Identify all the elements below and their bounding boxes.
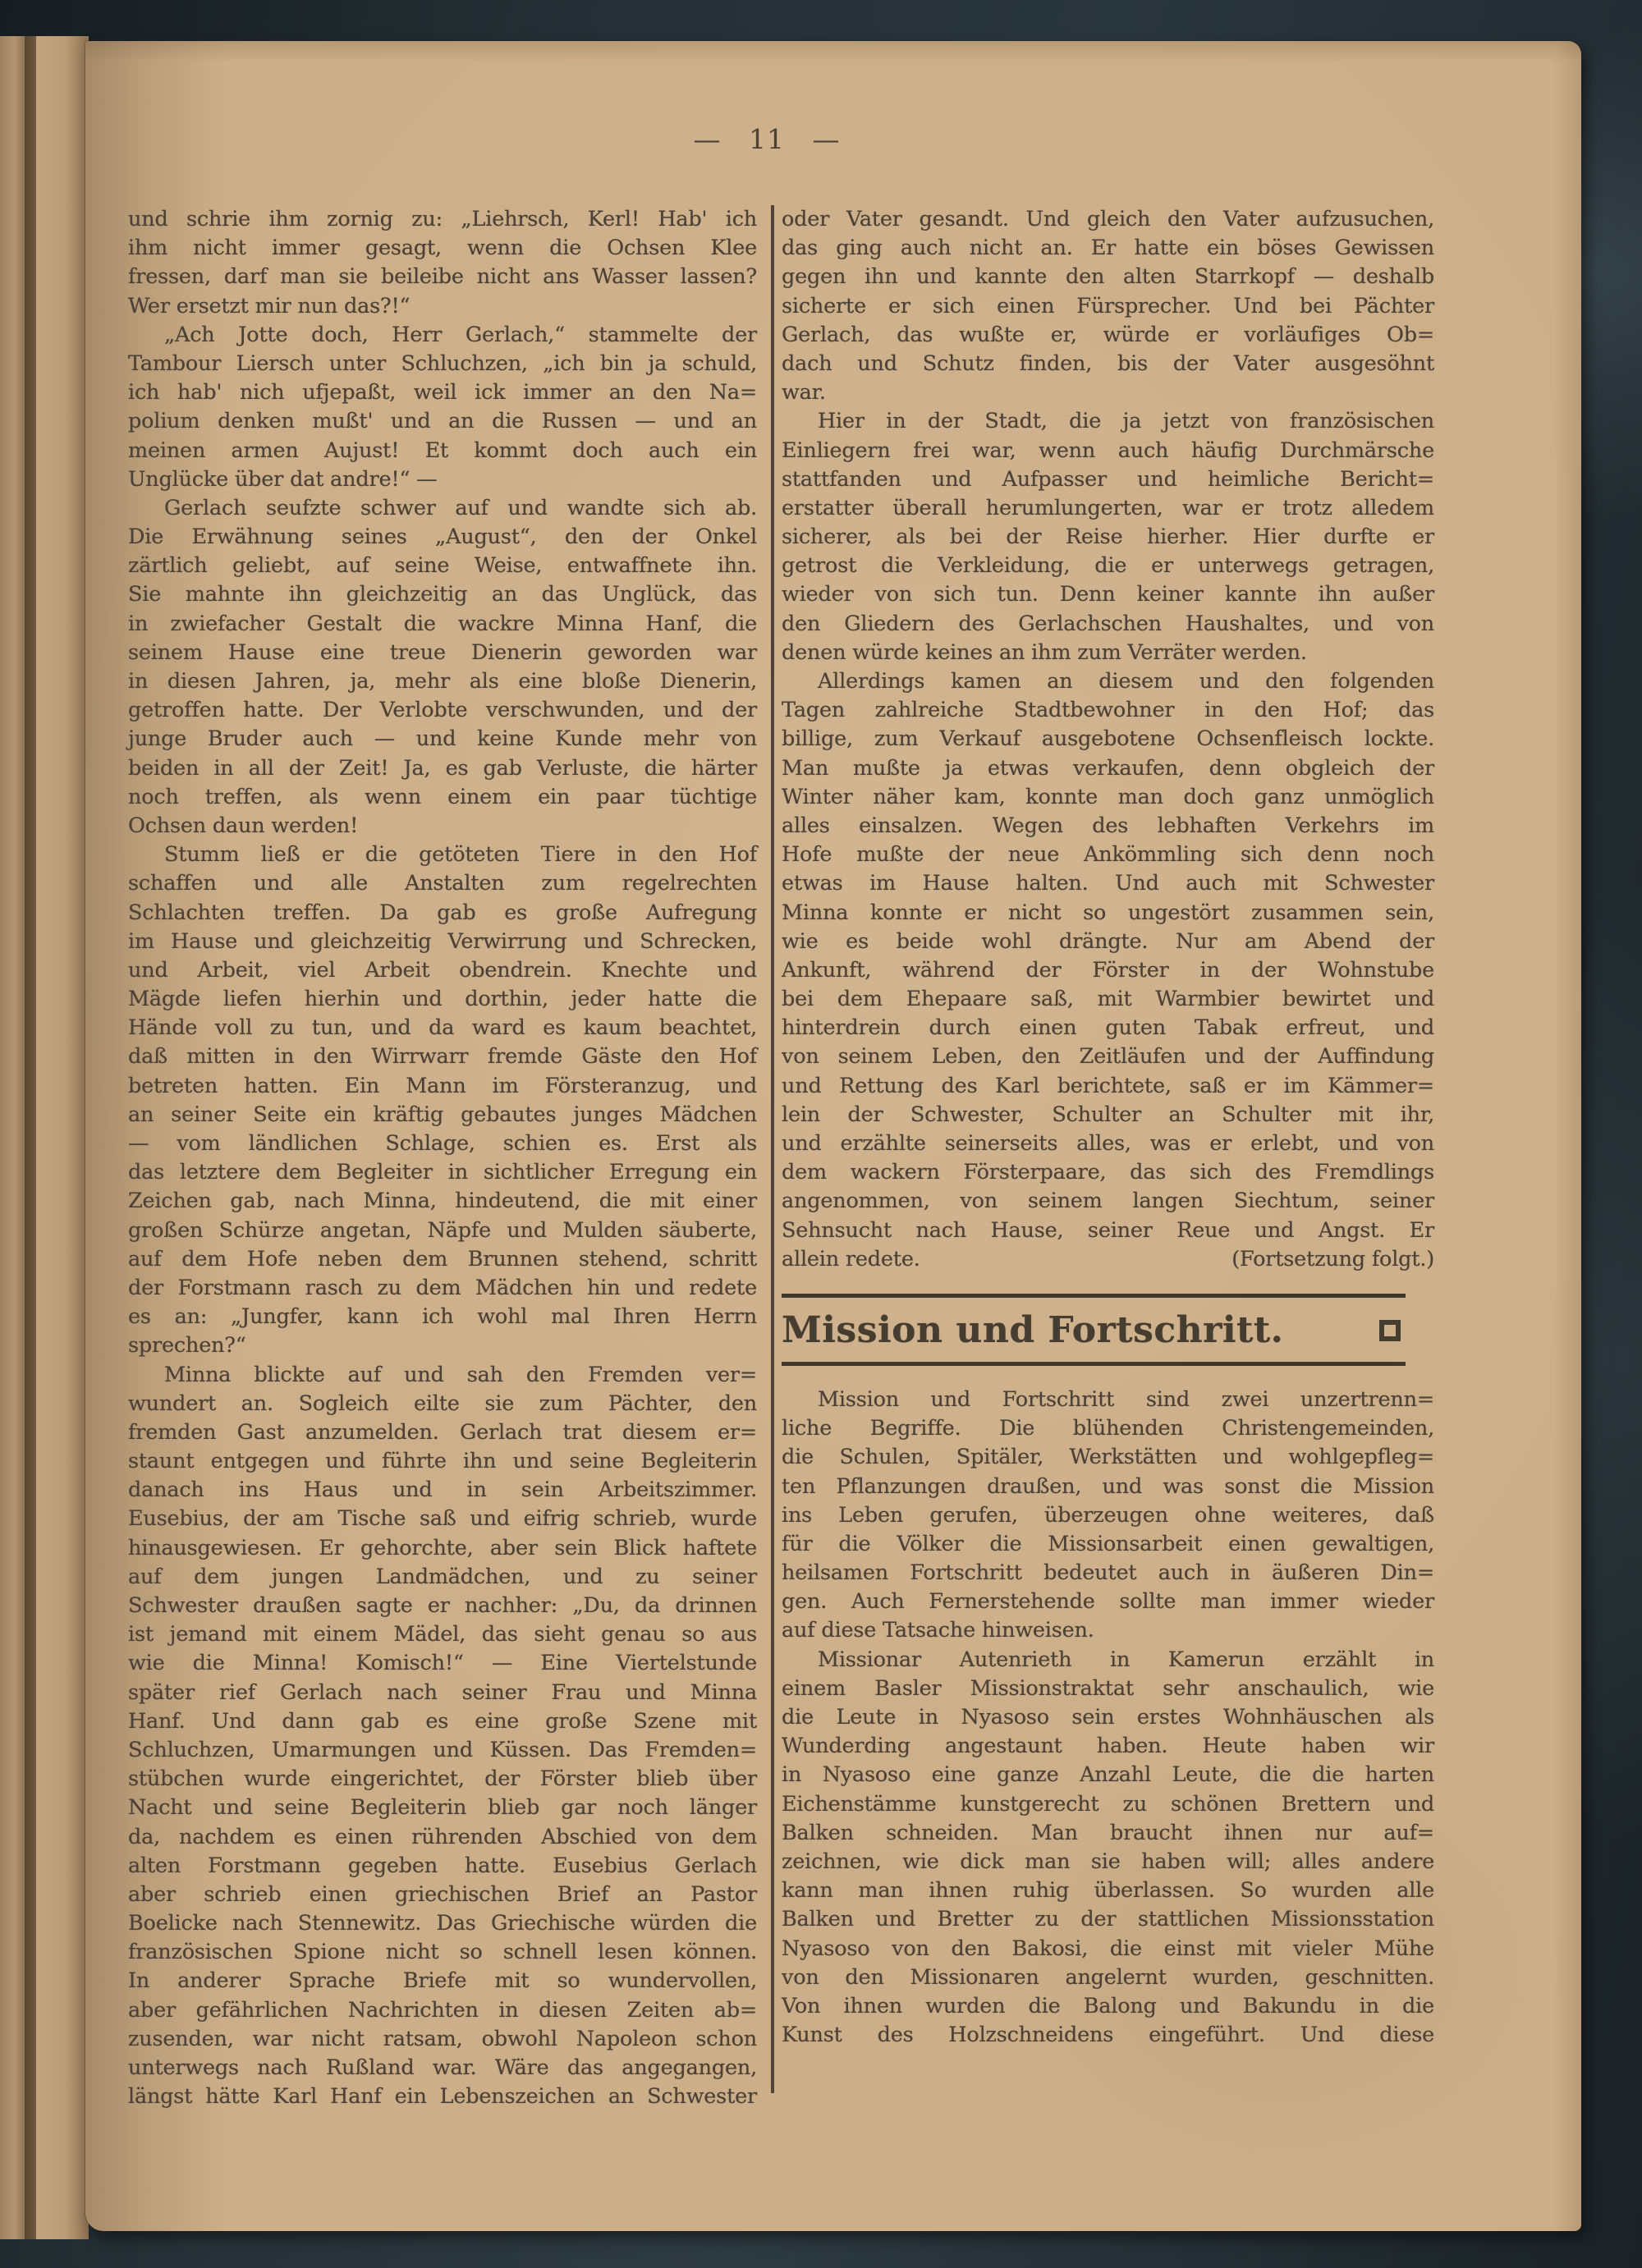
text-line: oder Vater gesandt. Und gleich den Vater aufzusuchen, — [782, 207, 1434, 231]
text-line: angenommen, von seinem langen Siechtum, seiner — [782, 1189, 1434, 1214]
text-line: fressen, darf man sie beileibe nicht ans Wasser lassen? — [128, 264, 757, 290]
text-line: staunt entgegen und führte ihn und seine Begleiterin — [128, 1449, 757, 1474]
text-line: Man mußte ja etwas verkaufen, denn obgleich der — [782, 755, 1434, 781]
text-line: Schlachten treffen. Da gab es große Aufregung — [128, 900, 757, 925]
text-line: Kunst des Holzschneidens eingeführt. Und diese — [782, 2023, 1434, 2048]
text-line: ihm nicht immer gesagt, wenn die Ochsen Klee — [128, 236, 757, 261]
text-line: von seinem Leben, den Zeitläufen und der Auffindung — [782, 1044, 1434, 1070]
text-line: später rief Gerlach nach seiner Frau und Minna — [128, 1679, 757, 1705]
text-line: zusenden, war nicht ratsam, obwohl Napoleon schon — [128, 2026, 757, 2051]
text-line: Minna konnte er nicht so ungestört zusammen sein, — [782, 900, 1434, 925]
right-text-column — [782, 205, 1434, 2050]
left-text-column — [128, 205, 757, 2111]
text-line: sprechen?“ — [128, 1333, 246, 1359]
text-line: liche Begriffe. Die blühenden Christengemeinden, — [782, 1416, 1434, 1441]
text-line: Hanf. Und dann gab es eine große Szene mit — [128, 1708, 757, 1734]
text-line: aber schrieb einen griechischen Brief an Pastor — [128, 1881, 757, 1907]
text-line: einem Basler Missionstraktat sehr anschaulich, wie — [782, 1675, 1434, 1701]
text-line: seinem Hause eine treue Dienerin geworden war — [128, 639, 757, 665]
text-line: Allerdings kamen an diesem und den folgenden — [818, 669, 1434, 694]
text-line: ist jemand mit einem Mädel, das sieht genau so aus — [128, 1622, 757, 1647]
text-line: Gerlach seufzte schwer auf und wandte sich ab. — [164, 495, 757, 520]
text-line: Mägde liefen hierhin und dorthin, jeder hatte die — [128, 987, 757, 1012]
text-line: gegen ihn und kannte den alten Starrkopf — deshalb — [782, 264, 1434, 290]
text-line: längst hätte Karl Hanf ein Lebenszeichen an Schwester — [128, 2084, 757, 2110]
text-line: schaffen und alle Anstalten zum regelrechten — [128, 871, 757, 896]
mission-article-text — [782, 1386, 1434, 2050]
text-line: den Gliedern des Gerlachschen Haushaltes, und von — [782, 611, 1434, 636]
closing-text: allein redete. — [782, 1246, 920, 1271]
text-line: heilsamen Fortschritt bedeutet auch in äußeren Din= — [782, 1560, 1434, 1586]
text-line: Balken und Bretter zu der stattlichen Missionsstation — [782, 1907, 1434, 1932]
text-line: fremden Gast anzumelden. Gerlach trat diesem er= — [128, 1419, 757, 1445]
text-line: Stumm ließ er die getöteten Tiere in den Hof — [164, 842, 757, 868]
text-line: meinen armen Aujust! Et kommt doch auch ein — [128, 438, 757, 463]
text-line: denen würde keines an ihm zum Verräter werden. — [782, 639, 1307, 665]
text-line: Hofe mußte der neue Ankömmling sich denn noch — [782, 842, 1434, 868]
text-line: ins Leben gerufen, überzeugen ohne weiteres, daß — [782, 1502, 1434, 1528]
text-line: Schluchzen, Umarmungen und Küssen. Das Fremden= — [128, 1737, 757, 1762]
text-line: Einliegern frei war, wenn auch häufig Durchmärsche — [782, 438, 1434, 463]
text-line: junge Bruder auch — und keine Kunde mehr von — [128, 726, 757, 752]
text-line: für die Völker die Missionsarbeit einen gewaltigen, — [782, 1531, 1434, 1556]
text-line: auf dem Hofe neben dem Brunnen stehend, schritt — [128, 1246, 757, 1271]
text-line: Hände voll zu tun, und da ward es kaum beachtet, — [128, 1015, 757, 1041]
text-line: und Arbeit, viel Arbeit obendrein. Knechte und — [128, 957, 757, 983]
text-line: Tagen zahlreiche Stadtbewohner in den Hof; das — [782, 698, 1434, 723]
text-line: In anderer Sprache Briefe mit so wundervollen, — [128, 1968, 757, 1994]
text-line: dach und Schutz finden, bis der Vater ausgesöhnt — [782, 351, 1434, 376]
text-line: betreten hatten. Ein Mann im Försteranzug, und — [128, 1073, 757, 1098]
text-line: unterwegs nach Rußland war. Wäre das angegangen, — [128, 2055, 757, 2080]
text-line: Winter näher kam, konnte man doch ganz unmöglich — [782, 784, 1434, 809]
text-line: wieder von sich tun. Denn keiner kannte ihn außer — [782, 582, 1434, 607]
text-line: getroffen hatte. Der Verlobte verschwunden, und der — [128, 698, 757, 723]
text-line: Von ihnen wurden die Balong und Bakundu in die — [782, 1993, 1434, 2018]
text-line: gen. Auch Fernerstehende sollte man immer wieder — [782, 1589, 1434, 1615]
text-line: noch treffen, als wenn einem ein paar tüchtige — [128, 784, 757, 809]
text-line: in Nyasoso eine ganze Anzahl Leute, die die harten — [782, 1762, 1434, 1788]
column-divider-rule — [771, 205, 774, 2093]
text-line: Schwester draußen sagte er nachher: „Du, da drinnen — [128, 1593, 757, 1618]
page-number: — 11 — — [693, 123, 841, 155]
text-line: sicherer, als bei der Reise hierher. Hier durfte er — [782, 525, 1434, 550]
text-line: etwas im Hause halten. Und auch mit Schwester — [782, 871, 1434, 896]
text-line: stübchen wurde eingerichtet, der Förster blieb über — [128, 1766, 757, 1792]
section-heading-block — [782, 1294, 1406, 1366]
text-line: Wer ersetzt mir nun das?!“ — [128, 293, 410, 318]
text-line: da, nachdem es einen rührenden Abschied von dem — [128, 1824, 757, 1849]
text-line: Ochsen daun werden! — [128, 813, 359, 838]
page-edge-shadow — [25, 36, 36, 2239]
text-line: der Forstmann rasch zu dem Mädchen hin und redete — [128, 1275, 757, 1300]
text-line: es an: „Jungfer, kann ich wohl mal Ihren Herrn — [128, 1304, 757, 1330]
text-line: lein der Schwester, Schulter an Schulter mit ihr, — [782, 1102, 1434, 1127]
text-line: Gerlach, das wußte er, würde er vorläufiges Ob= — [782, 322, 1434, 347]
text-line: auf diese Tatsache hinweisen. — [782, 1618, 1094, 1643]
text-line: in zwiefacher Gestalt die wackre Minna Hanf, die — [128, 611, 757, 636]
text-line: Unglücke über dat andre!“ — — [128, 466, 438, 492]
text-line: im Hause und gleichzeitig Verwirrung und Schrecken, — [128, 928, 757, 954]
text-line: polium denken mußt' und an die Russen — und an — [128, 409, 757, 434]
heading-bottom-rule — [782, 1362, 1406, 1366]
text-line: Hier in der Stadt, die ja jetzt von französischen — [818, 409, 1434, 434]
paragraph-closing-line — [782, 1245, 1434, 1274]
text-line: an seiner Seite ein kräftig gebautes junges Mädchen — [128, 1102, 757, 1127]
text-line: aber gefährlichen Nachrichten in diesen Zeiten ab= — [128, 1997, 757, 2023]
text-line: billige, zum Verkauf ausgebotene Ochsenfleisch lockte. — [782, 726, 1434, 752]
text-line: wie es beide wohl drängte. Nur am Abend der — [782, 928, 1434, 954]
text-line: das ging auch nicht an. Er hatte ein böses Gewissen — [782, 236, 1434, 261]
text-line: und schrie ihm zornig zu: „Liehrsch, Kerl! Hab' ich — [128, 207, 757, 231]
text-line: die Schulen, Spitäler, Werkstätten und wohlgepfleg= — [782, 1445, 1434, 1470]
text-line: zärtlich geliebt, auf seine Weise, entwaffnete ihn. — [128, 553, 757, 579]
text-line: Zeichen gab, nach Minna, hindeutend, die mit einer — [128, 1189, 757, 1214]
text-line: Ankunft, während der Förster in der Wohnstube — [782, 957, 1434, 983]
heading-row — [782, 1298, 1406, 1362]
text-line: Eusebius, der am Tische saß und eifrig schrieb, wurde — [128, 1506, 757, 1532]
text-line: das letztere dem Begleiter in sichtlicher Erregung ein — [128, 1160, 757, 1185]
text-line: beiden in all der Zeit! Ja, es gab Verluste, die härter — [128, 755, 757, 781]
text-line: alten Forstmann gegeben hatte. Eusebius Gerlach — [128, 1853, 757, 1878]
stacked-page-edge — [0, 36, 25, 2239]
text-line: und erzählte seinerseits alles, was er erlebt, und von — [782, 1131, 1434, 1156]
text-line: Balken schneiden. Man braucht ihnen nur auf= — [782, 1820, 1434, 1845]
text-line: Missionar Autenrieth in Kamerun erzählt in — [818, 1647, 1434, 1672]
text-line: die Leute in Nyasoso sein erstes Wohnhäuschen als — [782, 1705, 1434, 1730]
text-line: wundert an. Sogleich eilte sie zum Pächter, den — [128, 1391, 757, 1416]
text-line: alles einsalzen. Wegen des lebhaften Verkehrs im — [782, 813, 1434, 838]
text-line: danach ins Haus und in sein Arbeitszimmer. — [128, 1478, 757, 1503]
stacked-page-edge — [36, 36, 89, 2239]
text-line: und Rettung des Karl berichtete, saß er im Kämmer= — [782, 1073, 1434, 1098]
text-line: Die Erwähnung seines „August“, den der Onkel — [128, 525, 757, 550]
text-line: „Ach Jotte doch, Herr Gerlach,“ stammelte der — [164, 322, 757, 347]
text-line: hinausgewiesen. Er gehorchte, aber sein Blick haftete — [128, 1535, 757, 1560]
text-line: Tambour Liersch unter Schluchzen, „ich bin ja schuld, — [128, 351, 757, 376]
text-line: Eichenstämme kunstgerecht zu schönen Brettern und — [782, 1791, 1434, 1817]
text-line: von den Missionaren angelernt wurden, geschnitten. — [782, 1964, 1434, 1990]
text-line: ten Pflanzungen draußen, und was sonst die Mission — [782, 1473, 1434, 1499]
serial-story-continuation — [782, 205, 1434, 1274]
text-line: getrost die Verkleidung, die er unterwegs getragen, — [782, 553, 1434, 579]
text-line: Sehnsucht nach Hause, seiner Reue und Angst. Er — [782, 1217, 1434, 1243]
text-line: zeichnen, wie dick man sie haben will; alles andere — [782, 1849, 1434, 1874]
text-line: kann man ihnen ruhig überlassen. So wurden alle — [782, 1878, 1434, 1904]
text-line: französischen Spione nicht so schnell lesen können. — [128, 1940, 757, 1965]
text-line: auf dem jungen Landmädchen, und zu seiner — [128, 1564, 757, 1589]
section-heading-title: Mission und Fortschritt. — [782, 1308, 1284, 1351]
square-ornament-icon — [1379, 1320, 1401, 1341]
text-line: Minna blickte auf und sah den Fremden ver= — [164, 1362, 757, 1387]
text-line: hinterdrein durch einen guten Tabak erfreut, und — [782, 1015, 1434, 1041]
text-line: war. — [782, 380, 826, 405]
book-page — [85, 41, 1581, 2231]
text-line: sicherte er sich einen Fürsprecher. Und bei Pächter — [782, 293, 1434, 318]
text-line: großen Schürze angetan, Näpfe und Mulden säuberte, — [128, 1217, 757, 1243]
text-line: Wunderding angestaunt haben. Heute haben wir — [782, 1734, 1434, 1759]
text-line: daß mitten in den Wirrwarr fremde Gäste den Hof — [128, 1044, 757, 1070]
text-line: ich hab' nich ufjepaßt, weil ick immer an den Na= — [128, 380, 757, 405]
text-line: stattfanden und Aufpasser und heimliche Bericht= — [782, 466, 1434, 492]
text-line: — vom ländlichen Schlage, schien es. Erst als — [128, 1131, 757, 1156]
text-line: Nyasoso von den Bakosi, die einst mit vieler Mühe — [782, 1936, 1434, 1961]
text-line: in diesen Jahren, ja, mehr als eine bloße Dienerin, — [128, 669, 757, 694]
text-line: Boelicke nach Stennewitz. Das Griechische würden die — [128, 1911, 757, 1936]
text-line: Sie mahnte ihn gleichzeitig an das Unglück, das — [128, 582, 757, 607]
text-line: Mission und Fortschritt sind zwei unzertrenn= — [818, 1386, 1434, 1412]
text-line: dem wackern Försterpaare, das sich des Fremdlings — [782, 1160, 1434, 1185]
text-line: Nacht und seine Begleiterin blieb gar noch länger — [128, 1795, 757, 1821]
text-line: wie die Minna! Komisch!“ — Eine Viertelstunde — [128, 1651, 757, 1676]
continuation-note: (Fortsetzung folgt.) — [1232, 1246, 1434, 1271]
text-line: erstatter überall herumlungerten, war er trotz alledem — [782, 495, 1434, 520]
text-line: bei dem Ehepaare saß, mit Warmbier bewirtet und — [782, 987, 1434, 1012]
